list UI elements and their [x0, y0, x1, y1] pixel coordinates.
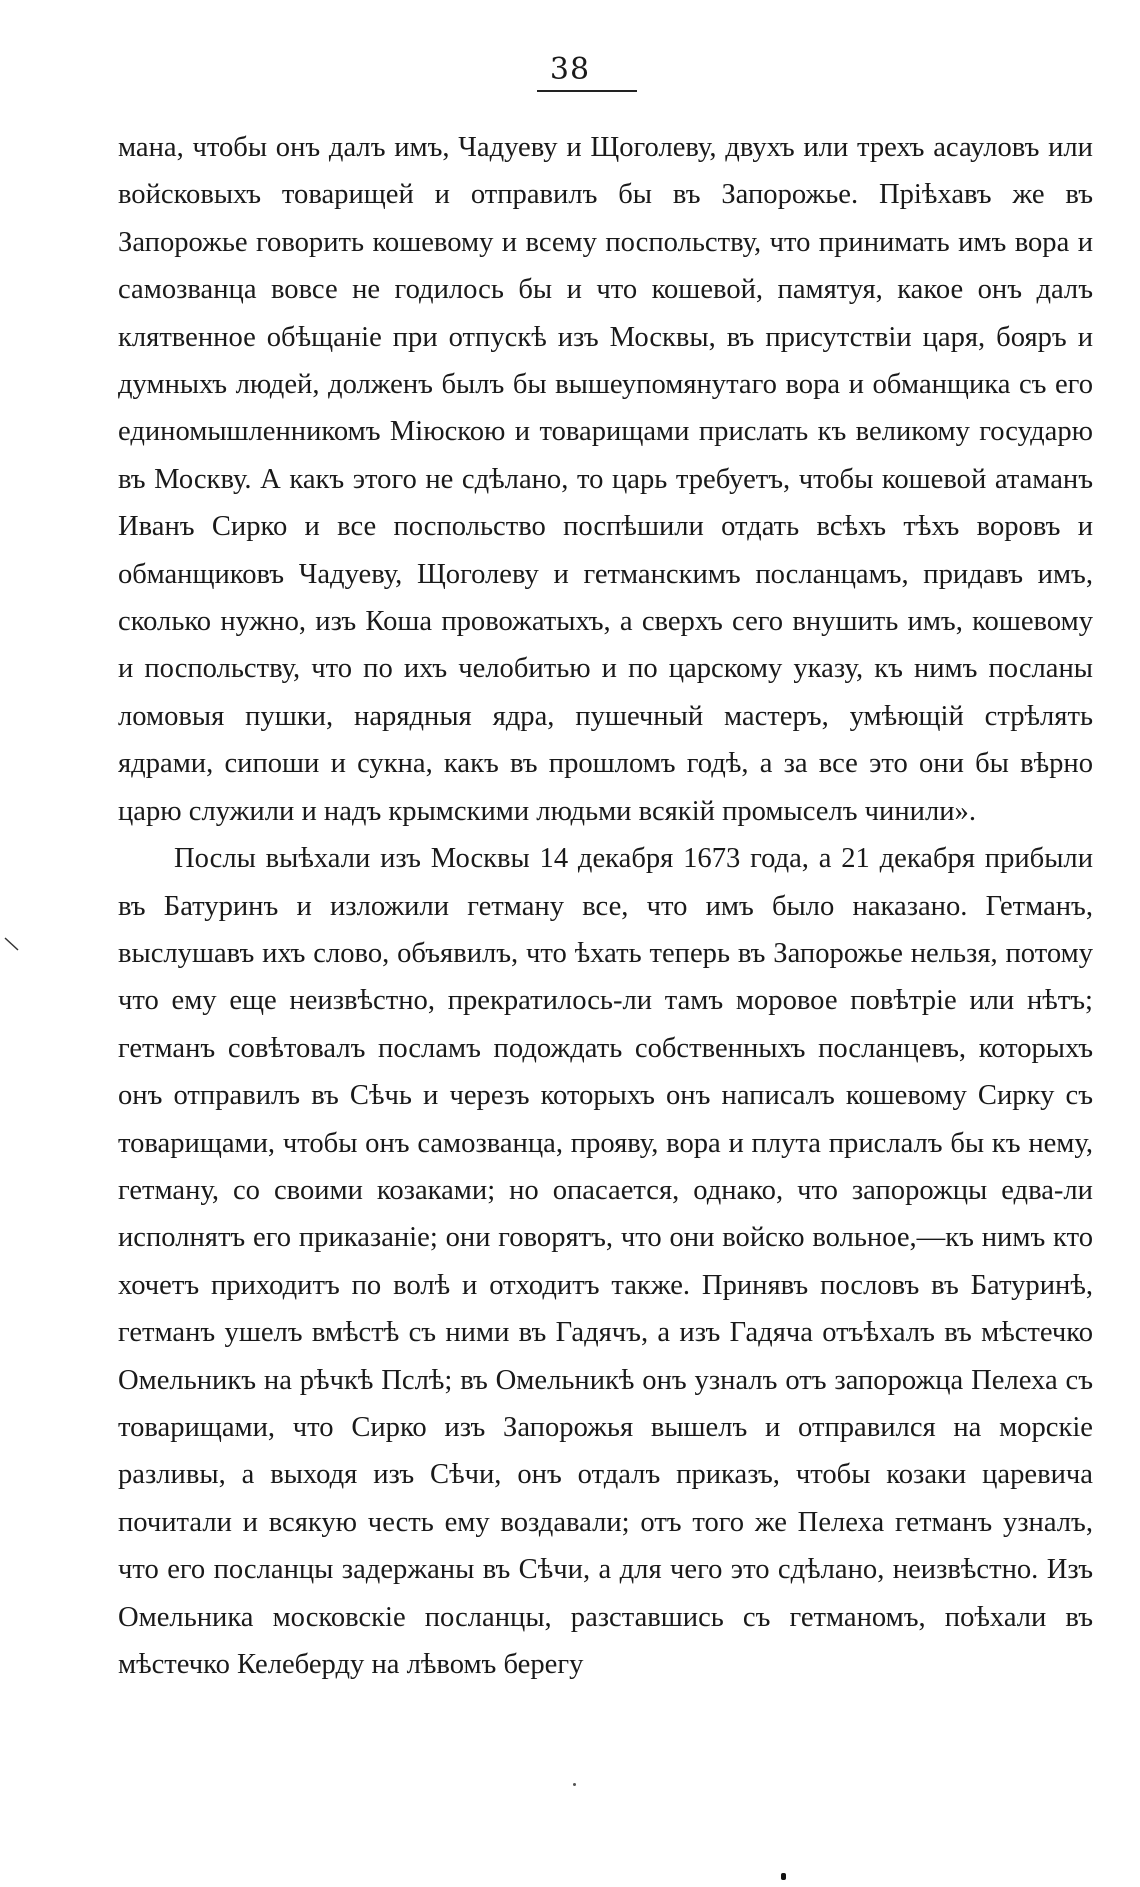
page-number: 38 [549, 52, 591, 87]
paragraph-2: Послы выѣхали изъ Москвы 14 декабря 1673 года, а 21 декабря прибыли въ Батуринъ и изложили гетману все, что имъ было наказано. Гетманъ, выслушавъ ихъ слово, объявилъ, что ѣхать теперь въ Запорожье нельзя, потому что ему еще неизвѣстно, прекратилось-ли тамъ моровое повѣтріе или нѣтъ; гетманъ совѣтовалъ посламъ подождать собственныхъ посланцевъ, которыхъ онъ отправилъ въ Сѣчь и черезъ которыхъ онъ написалъ кошевому Сирку съ товарищами, чтобы онъ самозванца, прояву, вора и плута прислалъ бы къ нему, гетману, со своими козаками; но опасается, однако, что запорожцы едва-ли исполнятъ его приказаніе; они говорятъ, что они войско вольное,—къ нимъ кто хочетъ приходитъ по волѣ и отходитъ также. Принявъ пословъ въ Батуринѣ, гетманъ ушелъ вмѣстѣ съ ними въ Гадячъ, а изъ Гадяча отъѣхалъ въ мѣстечко Омельникъ на рѣчкѣ Пслѣ; въ Омельникѣ онъ узналъ отъ запорожца Пелеха съ товарищами, что Сирко изъ Запорожья вышелъ и отправился на морскіе разливы, а выходя изъ Сѣчи, онъ отдалъ приказъ, чтобы козаки царевича почитали и всякую честь ему воздавали; отъ того же Пелеха гетманъ узналъ, что его посланцы задержаны въ Сѣчи, а для чего это сдѣлано, неизвѣстно. Изъ Омельника московскіе посланцы, разставшись съ гетманомъ, поѣхали въ мѣстечко Келеберду на лѣвомъ берегу [118, 843, 1093, 1680]
ink-dot [781, 1873, 786, 1880]
margin-mark-icon [4, 936, 22, 954]
paragraph-1: мана, чтобы онъ далъ имъ, Чадуеву и Щоголеву, двухъ или трехъ асауловъ или войсковыхъ товарищей и отправилъ бы въ Запорожье. Пріѣхавъ же въ Запорожье говорить кошевому и всему поспольству, что принимать имъ вора и самозванца вовсе не годилось бы и что кошевой, памятуя, какое онъ далъ клятвенное обѣщаніе при отпускѣ изъ Москвы, въ присутствіи царя, бояръ и думныхъ людей, долженъ былъ бы вышеупомянутаго вора и обманщика съ его единомышленникомъ Міюскою и товарищами прислать къ великому государю въ Москву. А какъ этого не сдѣлано, то царь требуетъ, чтобы кошевой атаманъ Иванъ Сирко и все поспольство поспѣшили отдать всѣхъ тѣхъ воровъ и обманщиковъ Чадуеву, Щоголеву и гетманскимъ посланцамъ, придавъ имъ, сколько нужно, изъ Коша провожатыхъ, а сверхъ сего внушить имъ, кошевому и поспольству, что по ихъ челобитью и по царскому указу, къ нимъ посланы ломовыя пушки, нарядныя ядра, пушечный мастеръ, умѣющій стрѣлять ядрами, сипоши и сукна, какъ въ прошломъ годѣ, а за все это они бы вѣрно царю служили и надъ крымскими людьми всякій промыселъ чинили». [118, 132, 1093, 827]
body-text [118, 124, 1093, 1688]
page-number-rule [537, 90, 637, 92]
speck-mark [573, 1783, 576, 1786]
